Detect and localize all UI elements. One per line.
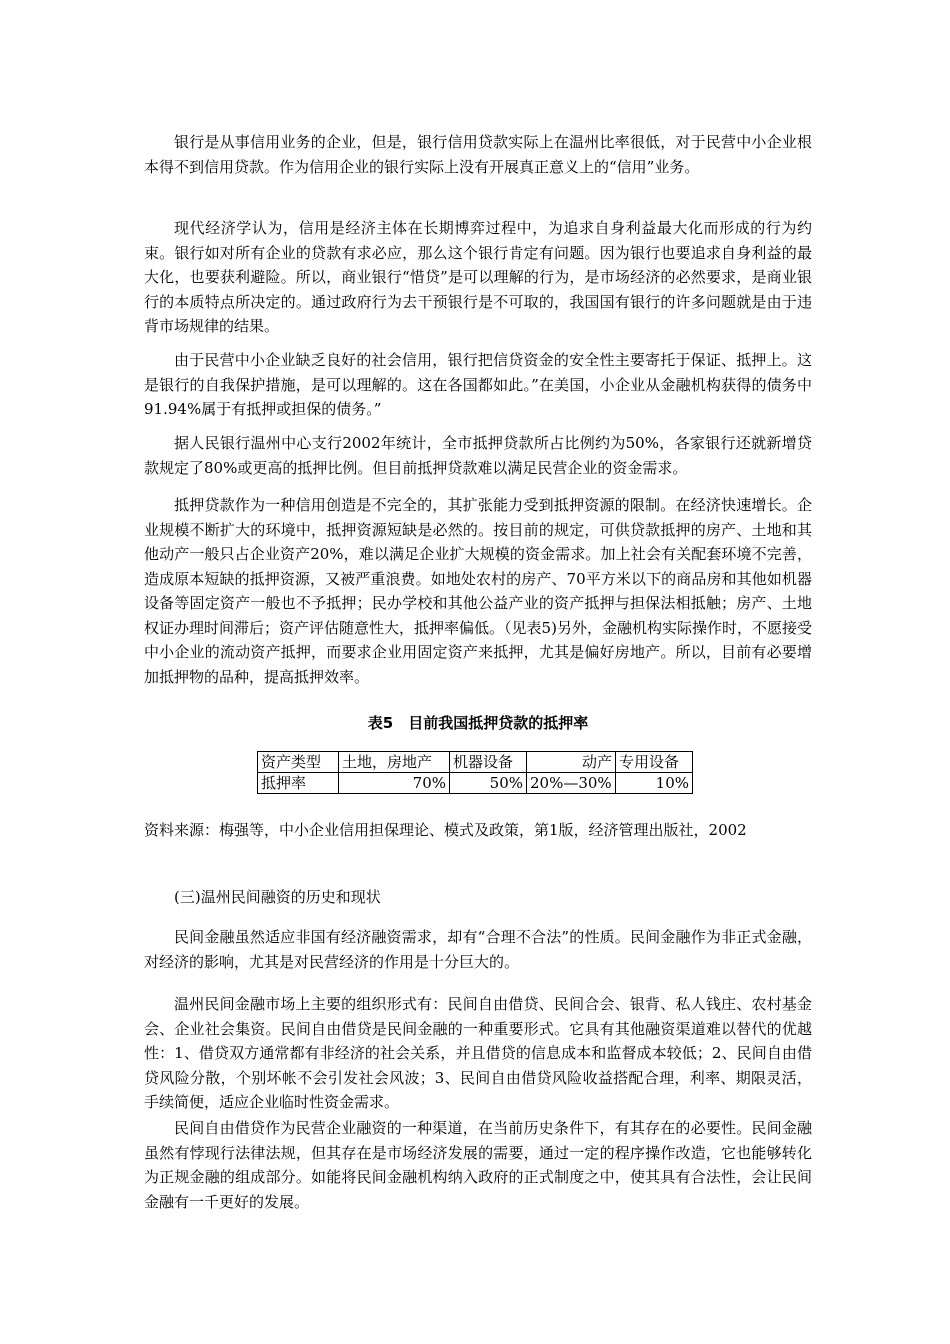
table-cell: 50% xyxy=(450,773,527,794)
source-text: 资料来源：梅强等，中小企业信用担保理论、模式及政策，第1版，经济管理出版社，2002 xyxy=(144,821,747,839)
section-heading xyxy=(144,885,812,910)
paragraph-text: 温州民间金融市场上主要的组织形式有：民间自由借贷、民间合会、银背、私人钱庄、农村基金会、企业社会集资。民间自由借贷是民间金融的一种重要形式。它具有其他融资渠道难以替代的优越性：1、借贷双方通常都有非经济的社会关系，并且借贷的信息成本和监督成本较低；2、民间自由借贷风险分散，个别坏帐不会引发社会风波；3、民间自由借贷风险收益搭配合理，利率、期限灵活，手续简便，适应企业临时性资金需求。 xyxy=(144,995,812,1111)
paragraph-bank-credit xyxy=(144,130,812,179)
paragraph-statistics xyxy=(144,431,812,480)
paragraph-text: 民间金融虽然适应非国有经济融资需求，却有“合理不合法”的性质。民间金融作为非正式金融，对经济的影响，尤其是对民营经济的作用是十分巨大的。 xyxy=(144,928,812,971)
table-header-cell: 土地，房地产 xyxy=(339,752,450,773)
table-cell: 抵押率 xyxy=(258,773,339,794)
paragraph-text: 由于民营中小企业缺乏良好的社会信用，银行把信贷资金的安全性主要寄托于保证、抵押上。这是银行的自我保护措施，是可以理解的。这在各国都如此。”在美国，小企业从金融机构获得的债务中91.94%属于有抵押或担保的债务。” xyxy=(144,351,812,418)
table-header-cell: 动产 xyxy=(527,752,616,773)
paragraph-organization-forms xyxy=(144,992,812,1115)
table-cell: 70% xyxy=(339,773,450,794)
table-header-cell: 机器设备 xyxy=(450,752,527,773)
paragraph-informal-finance xyxy=(144,925,812,974)
table-cell: 10% xyxy=(616,773,693,794)
paragraph-text: 银行是从事信用业务的企业，但是，银行信用贷款实际上在温州比率很低，对于民营中小企业根本得不到信用贷款。作为信用企业的银行实际上没有开展真正意义上的“信用”业务。 xyxy=(144,133,812,176)
paragraph-text: 现代经济学认为，信用是经济主体在长期博弈过程中，为追求自身利益最大化而形成的行为约束。银行如对所有企业的贷款有求必应，那么这个银行肯定有问题。因为银行也要追求自身利益的最大化，也要获利避险。所以，商业银行“惜贷”是可以理解的行为，是市场经济的必然要求，是商业银行的本质特点所决定的。通过政府行为去干预银行是不可取的，我国国有银行的许多问题就是由于违背市场规律的结果。 xyxy=(144,219,812,335)
table-header-cell: 资产类型 xyxy=(258,752,339,773)
table-row xyxy=(258,773,693,794)
paragraph-credit-theory xyxy=(144,216,812,339)
table-header-row xyxy=(258,752,693,773)
paragraph-collateral xyxy=(144,348,812,422)
table-source-note xyxy=(144,818,812,843)
table-header-cell: 专用设备 xyxy=(616,752,693,773)
table-cell: 20%—30% xyxy=(527,773,616,794)
paragraph-private-lending xyxy=(144,1116,812,1214)
paragraph-text: 民间自由借贷作为民营企业融资的一种渠道，在当前历史条件下，有其存在的必要性。民间金融虽然有悖现行法律法规，但其存在是市场经济发展的需要，通过一定的程序操作改造，它也能够转化为正规金融的组成部分。如能将民间金融机构纳入政府的正式制度之中，使其具有合法性，会让民间金融有一千更好的发展。 xyxy=(144,1119,812,1211)
paragraph-text: 据人民银行温州中心支行2002年统计，全市抵押贷款所占比例约为50%，各家银行还就新增贷款规定了80%或更高的抵押比例。但目前抵押贷款难以满足民营企业的资金需求。 xyxy=(144,434,812,477)
table-caption: 表5 目前我国抵押贷款的抵押率 xyxy=(367,714,589,732)
section-heading-text: (三)温州民间融资的历史和现状 xyxy=(174,888,381,906)
mortgage-rate-table xyxy=(257,751,693,794)
paragraph-mortgage-loans xyxy=(144,493,812,689)
paragraph-text: 抵押贷款作为一种信用创造是不完全的，其扩张能力受到抵押资源的限制。在经济快速增长。企业规模不断扩大的环境中，抵押资源短缺是必然的。按目前的规定，可供贷款抵押的房产、土地和其他动产一般只占企业资产20%，难以满足企业扩大规模的资金需求。加上社会有关配套环境不完善，造成原本短缺的抵押资源，又被严重浪费。如地处农村的房产、70平方米以下的商品房和其他如机器设备等固定资产一般也不予抵押；民办学校和其他公益产业的资产抵押与担保法相抵触；房产、土地权证办理时间滞后；资产评估随意性大，抵押率偏低。（见表5)另外，金融机构实际操作时，不愿接受中小企业的流动资产抵押，而要求企业用固定资产来抵押，尤其是偏好房地产。所以，目前有必要增加抵押物的品种，提高抵押效率。 xyxy=(144,496,812,686)
